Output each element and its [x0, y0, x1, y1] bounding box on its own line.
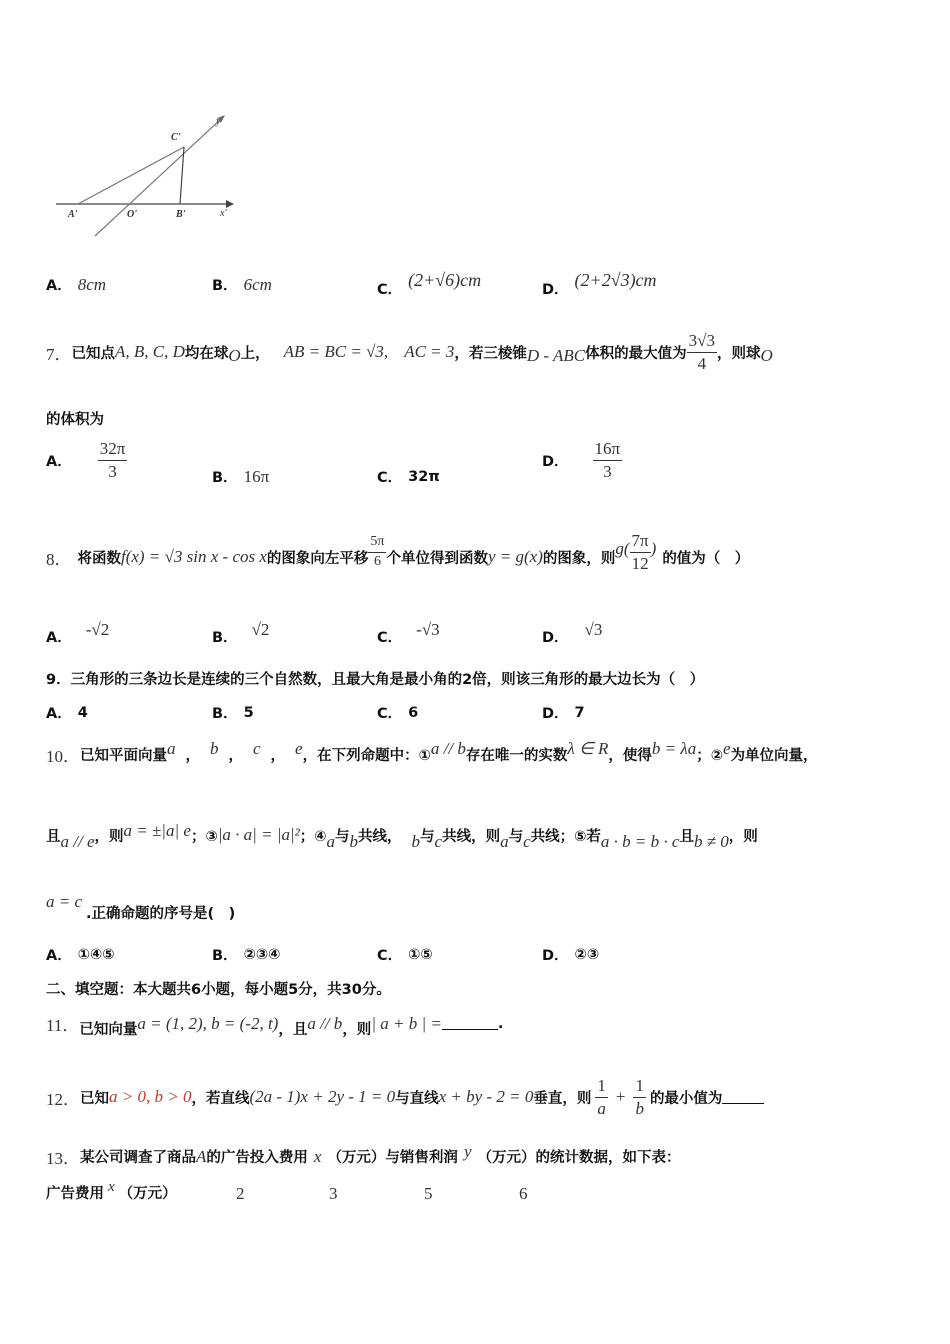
option-fraction	[98, 440, 128, 481]
q10-text: 与	[508, 828, 524, 845]
q7-text: ，则球	[716, 345, 761, 362]
q8-math: y = g(x)	[487, 547, 543, 566]
q13-table-row	[46, 1179, 177, 1203]
table-cell: 2	[236, 1184, 245, 1203]
table-cell: 5	[424, 1184, 433, 1203]
q12-text: 已知	[80, 1090, 109, 1107]
q9-stem: 9．三角形的三条边长是连续的三个自然数，且最大角是最小角的2倍，则该三角形的最大边长为（ ）	[46, 672, 705, 688]
question-number: 11．	[46, 1016, 80, 1035]
option-label: A．	[46, 948, 72, 964]
q10-text: ，则	[94, 828, 124, 845]
q7-option-a[interactable]	[46, 440, 127, 481]
option-value: ①⑤	[408, 946, 433, 963]
q6-option-a[interactable]	[46, 274, 106, 295]
fraction-denominator: 4	[697, 353, 707, 373]
table-header-math: x	[108, 1179, 115, 1195]
q10-math: a	[500, 832, 509, 851]
q11-text: .	[497, 1015, 504, 1032]
option-label: D．	[542, 630, 569, 646]
q12-fraction-1	[595, 1077, 608, 1118]
q13-math: A	[196, 1146, 207, 1166]
label-b: B'	[176, 209, 186, 220]
q10-stem-line1: 10． 已知平面向量 a ， b ， c ， e ，在下列命题中：① a // b 存在唯一的实数 λ ∈ R ，使得 b = λa ；② e 为单位向量，	[46, 738, 818, 766]
q10-text: ；②	[696, 748, 724, 764]
q10-math: c	[434, 832, 443, 851]
q7-text: 已知点	[71, 345, 115, 362]
section-title: 二、填空题：本大题共6小题，每小题5分，共30分。	[46, 982, 391, 998]
q7-option-c[interactable]	[377, 466, 440, 487]
table-header-cell: 广告费用	[46, 1186, 104, 1202]
q7-option-d[interactable]	[542, 440, 622, 481]
q12-math: (2a - 1)x + 2y - 1 = 0	[249, 1087, 396, 1106]
coordinate-figure	[50, 108, 240, 240]
q10-text: ，在下列命题中：①	[302, 748, 431, 764]
option-value: -√3	[416, 619, 440, 639]
q8-option-a[interactable]	[46, 612, 109, 647]
option-value: 8cm	[77, 274, 107, 294]
q6-option-b[interactable]	[212, 274, 272, 295]
option-value: -√2	[85, 619, 110, 639]
option-label: B．	[212, 278, 238, 294]
q10-text: 且	[679, 828, 694, 845]
table-cell: 6	[519, 1184, 528, 1203]
q7-text: 均在球	[184, 345, 229, 362]
q10-stem-line3	[46, 888, 235, 923]
q7-math: AC = 3	[404, 342, 455, 361]
q10-math: c	[253, 738, 261, 758]
q7-math: A, B, C, D	[115, 342, 185, 361]
option-label: C．	[377, 282, 403, 298]
fraction-denominator: a	[597, 1098, 606, 1118]
q10-math: a = c	[46, 891, 83, 911]
q8-g-fraction	[630, 532, 651, 573]
q10-math: λ ∈ R	[567, 738, 609, 758]
option-label: B．	[212, 706, 238, 722]
option-value: (2+2√3)cm	[574, 270, 657, 290]
option-label: D．	[542, 453, 569, 470]
question-number: 10．	[46, 747, 80, 766]
q8-text: 的图象向左平移	[266, 550, 369, 567]
q7-max-fraction	[687, 332, 717, 373]
q12-stem	[46, 1064, 764, 1130]
q13-text: （万元）与销售利润	[327, 1150, 458, 1166]
q7-math: D - ABC	[526, 346, 586, 365]
q7-text: ，若三棱锥	[454, 345, 527, 362]
label-c: C'	[171, 132, 181, 143]
q7-stem-line2: 的体积为	[46, 412, 104, 428]
q10-math: e	[295, 738, 303, 758]
q6-option-c[interactable]	[377, 262, 481, 299]
q10-math: e	[723, 738, 731, 758]
q10-option-d[interactable]	[542, 944, 599, 965]
q13-text: （万元）的统计数据，如下表：	[477, 1150, 681, 1166]
q10-text: ；④	[299, 828, 327, 845]
option-value: 7	[574, 704, 585, 721]
label-o: O'	[127, 209, 137, 220]
q13-stem	[46, 1141, 681, 1169]
q7-option-b[interactable]	[212, 466, 269, 487]
q11-text: 已知向量	[79, 1022, 138, 1038]
q8-math: f(x) = √3 sin x - cos x	[121, 547, 267, 566]
q10-text: 共线，则	[442, 828, 501, 845]
table-header-cell: （万元）	[118, 1186, 177, 1202]
q10-math: a // b	[430, 738, 466, 758]
q6-option-d[interactable]	[542, 262, 657, 299]
q10-math: |a · a| = |a|²	[217, 825, 300, 844]
q13-math: x	[313, 1146, 322, 1166]
fraction-denominator: 12	[631, 553, 649, 573]
question-number: 13．	[46, 1149, 80, 1168]
q12-condition: a > 0, b > 0	[109, 1087, 192, 1106]
option-value: √3	[584, 619, 603, 639]
q12-text: 与直线	[395, 1090, 439, 1107]
q12-math: +	[615, 1087, 626, 1106]
option-value: (2+√6)cm	[408, 270, 482, 290]
option-fraction	[593, 440, 623, 481]
answer-blank[interactable]	[442, 1017, 498, 1030]
q8-text: 将函数	[77, 550, 121, 567]
q10-math: b	[411, 832, 421, 851]
fraction-numerator: 32π	[98, 440, 128, 461]
q13-text: 某公司调查了商品	[80, 1150, 196, 1166]
q10-option-c[interactable]	[377, 944, 433, 965]
q10-math: c	[523, 832, 531, 851]
option-label: D．	[542, 948, 569, 964]
q10-option-b[interactable]	[212, 944, 280, 965]
q10-option-a[interactable]	[46, 944, 115, 965]
q9-option-c[interactable]	[377, 702, 418, 723]
q10-text: ，则	[728, 828, 758, 845]
option-label: B．	[212, 630, 238, 646]
q12-text: ，若直线	[191, 1090, 250, 1107]
q7-math: AB = BC = √3,	[283, 342, 389, 361]
option-label: D．	[542, 706, 569, 722]
question-number: 8．	[46, 549, 72, 569]
q10-text: 且	[46, 828, 61, 845]
q11-text: ，且	[278, 1022, 308, 1038]
q10-text: ；③	[190, 828, 218, 845]
q13-math: y	[463, 1141, 472, 1161]
q10-math: a = ±|a| e	[123, 821, 191, 840]
option-label: D．	[542, 282, 569, 298]
q12-fraction-2	[633, 1077, 646, 1118]
option-value: 6	[408, 704, 419, 721]
answer-blank[interactable]	[722, 1091, 764, 1104]
segment-ac	[78, 147, 184, 204]
q11-stem	[46, 1008, 503, 1039]
q11-text: ，则	[342, 1022, 372, 1038]
q10-text: 与	[420, 828, 435, 845]
option-value: 16π	[243, 466, 270, 486]
option-value: 5	[243, 704, 254, 721]
x-axis-arrow	[226, 200, 234, 208]
q10-text: 共线，	[358, 828, 402, 845]
label-a: A'	[68, 209, 78, 220]
q10-text: 为单位向量，	[730, 748, 818, 764]
q10-math: b ≠ 0	[693, 832, 729, 851]
q9-option-a[interactable]	[46, 702, 88, 723]
fraction-numerator: 1	[633, 1077, 646, 1098]
fraction-numerator: 3√3	[687, 332, 717, 353]
option-value: √2	[251, 619, 270, 639]
q10-math: a	[167, 738, 176, 758]
q7-stem-line1	[46, 322, 773, 382]
fraction-denominator: 3	[108, 461, 117, 481]
y-axis	[95, 118, 222, 236]
question-number: 12．	[46, 1089, 80, 1109]
q10-math: a	[326, 832, 336, 851]
option-label: A．	[46, 706, 72, 722]
q10-text: .正确命题的序号是( )	[86, 906, 236, 922]
q12-text: 的最小值为	[649, 1090, 723, 1107]
option-label: C．	[377, 706, 403, 722]
option-label: A．	[46, 630, 72, 646]
q9-option-d[interactable]	[542, 702, 585, 723]
q8-option-c[interactable]	[377, 612, 440, 647]
option-value: 32π	[408, 468, 440, 485]
fraction-numerator: 5π	[368, 535, 386, 553]
fraction-denominator: 6	[373, 553, 381, 569]
q10-math: b	[210, 738, 219, 758]
q10-math: b = λa	[651, 738, 697, 758]
q12-text: 垂直，则	[533, 1090, 592, 1107]
option-label: A．	[46, 278, 72, 294]
q10-text: 已知平面向量	[80, 748, 167, 764]
fraction-numerator: 16π	[593, 440, 623, 461]
option-label: B．	[212, 948, 238, 964]
option-label: A．	[46, 453, 72, 470]
q11-math: a = (1, 2), b = (-2, t)	[137, 1013, 279, 1033]
q10-math: a // e	[60, 832, 95, 851]
q8-option-d[interactable]	[542, 612, 602, 647]
q10-math: b	[349, 832, 359, 851]
option-label: B．	[212, 470, 238, 486]
fraction-numerator: 7π	[630, 532, 651, 553]
q10-text: 与	[335, 828, 350, 845]
label-y: y'	[216, 116, 223, 127]
q10-math: a · b = b · c	[600, 832, 680, 851]
q8-text: 的图象，则	[542, 550, 616, 567]
q8-option-b[interactable]	[212, 612, 269, 647]
option-label: C．	[377, 630, 403, 646]
q13-text: 的广告投入费用	[206, 1150, 308, 1166]
fraction-denominator: b	[635, 1098, 644, 1118]
option-value: 6cm	[243, 274, 272, 294]
option-value: ①④⑤	[77, 946, 115, 963]
q8-math: g(	[615, 539, 630, 558]
q7-math: O	[228, 346, 241, 365]
q8-shift-fraction	[368, 535, 386, 569]
option-value: ②③	[574, 946, 600, 963]
table-cell: 3	[329, 1184, 338, 1203]
q8-text: 的值为（ ）	[662, 550, 750, 567]
option-label: C．	[377, 470, 403, 486]
q10-text: ，使得	[608, 748, 652, 764]
q10-text: 存在唯一的实数	[465, 748, 568, 764]
option-value: ②③④	[243, 946, 281, 963]
label-x: x'	[220, 208, 227, 219]
fraction-numerator: 1	[595, 1077, 608, 1098]
fraction-denominator: 3	[603, 461, 612, 481]
q10-text: 共线；⑤若	[530, 828, 601, 845]
q8-text: 个单位得到函数	[386, 550, 488, 567]
q7-text: 体积的最大值为	[585, 345, 687, 362]
q8-stem	[46, 526, 749, 588]
q9-option-b[interactable]	[212, 702, 254, 723]
q10-stem-line2	[46, 818, 758, 852]
q7-text: 上，	[240, 345, 270, 362]
q12-math: x + by - 2 = 0	[438, 1087, 534, 1106]
q11-math: | a + b | =	[371, 1013, 442, 1033]
q7-math: O	[760, 346, 773, 365]
option-label: C．	[377, 948, 403, 964]
q8-math: )	[650, 539, 657, 558]
q11-math: a // b	[307, 1013, 343, 1033]
question-number: 7．	[46, 344, 72, 364]
option-value: 4	[77, 704, 88, 721]
